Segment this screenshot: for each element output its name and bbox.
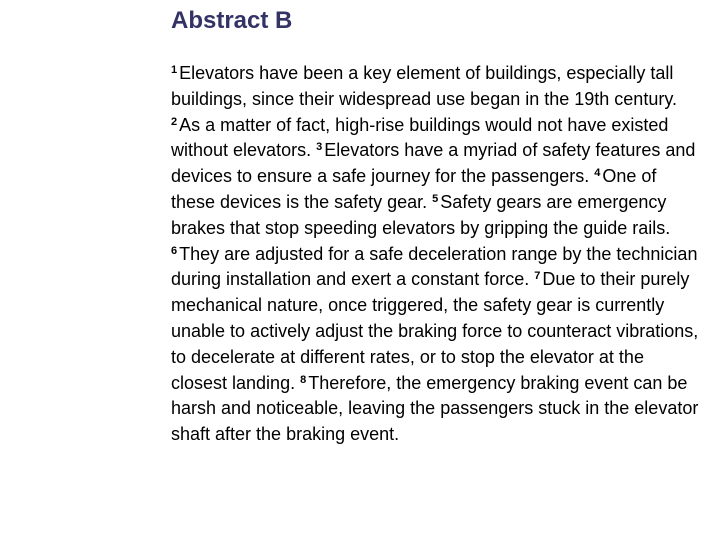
sentence-1 [171, 63, 677, 109]
sentence-number: 6 [171, 244, 178, 257]
sentence-text: As a matter of fact, high-rise buildings would not have existed without elevators. [171, 114, 669, 161]
sentence-text: Elevators have a myriad of safety features and devices to ensure a safe journey for the passengers. [171, 140, 696, 187]
sentence-text: They are adjusted for a safe deceleration range by the technician during installation and exert a constant force. [171, 243, 698, 290]
sentence-number: 5 [432, 192, 439, 205]
abstract-paragraph [171, 61, 701, 448]
sentence-text: Therefore, the emergency braking event can be harsh and noticeable, leaving the passengers stuck in the elevator shaft after the braking event. [171, 372, 699, 445]
sentence-text: Elevators have been a key element of buildings, especially tall buildings, since their widespread use began in the 19th century. [171, 63, 677, 109]
sentence-number: 8 [300, 373, 307, 386]
sentence-text: One of these devices is the safety gear. [171, 166, 657, 212]
title-letter: B [275, 7, 293, 34]
sentence-text: Safety gears are emergency brakes that stop speeding elevators by gripping the guide rails. [171, 191, 671, 238]
sentence-number: 2 [171, 115, 178, 128]
slide-title [171, 7, 292, 35]
sentence-number: 1 [171, 64, 178, 76]
sentence-number: 7 [534, 270, 541, 283]
title-prefix: Abstract [171, 7, 269, 34]
sentence-text: Due to their purely mechanical nature, once triggered, the safety gear is currently unable to actively adjust the braking force to counteract vibrations, to decelerate at different rates, or to stop the elevator at the closest landing. [171, 269, 699, 393]
sentence-number: 3 [316, 141, 323, 154]
sentence-number: 4 [594, 167, 601, 180]
